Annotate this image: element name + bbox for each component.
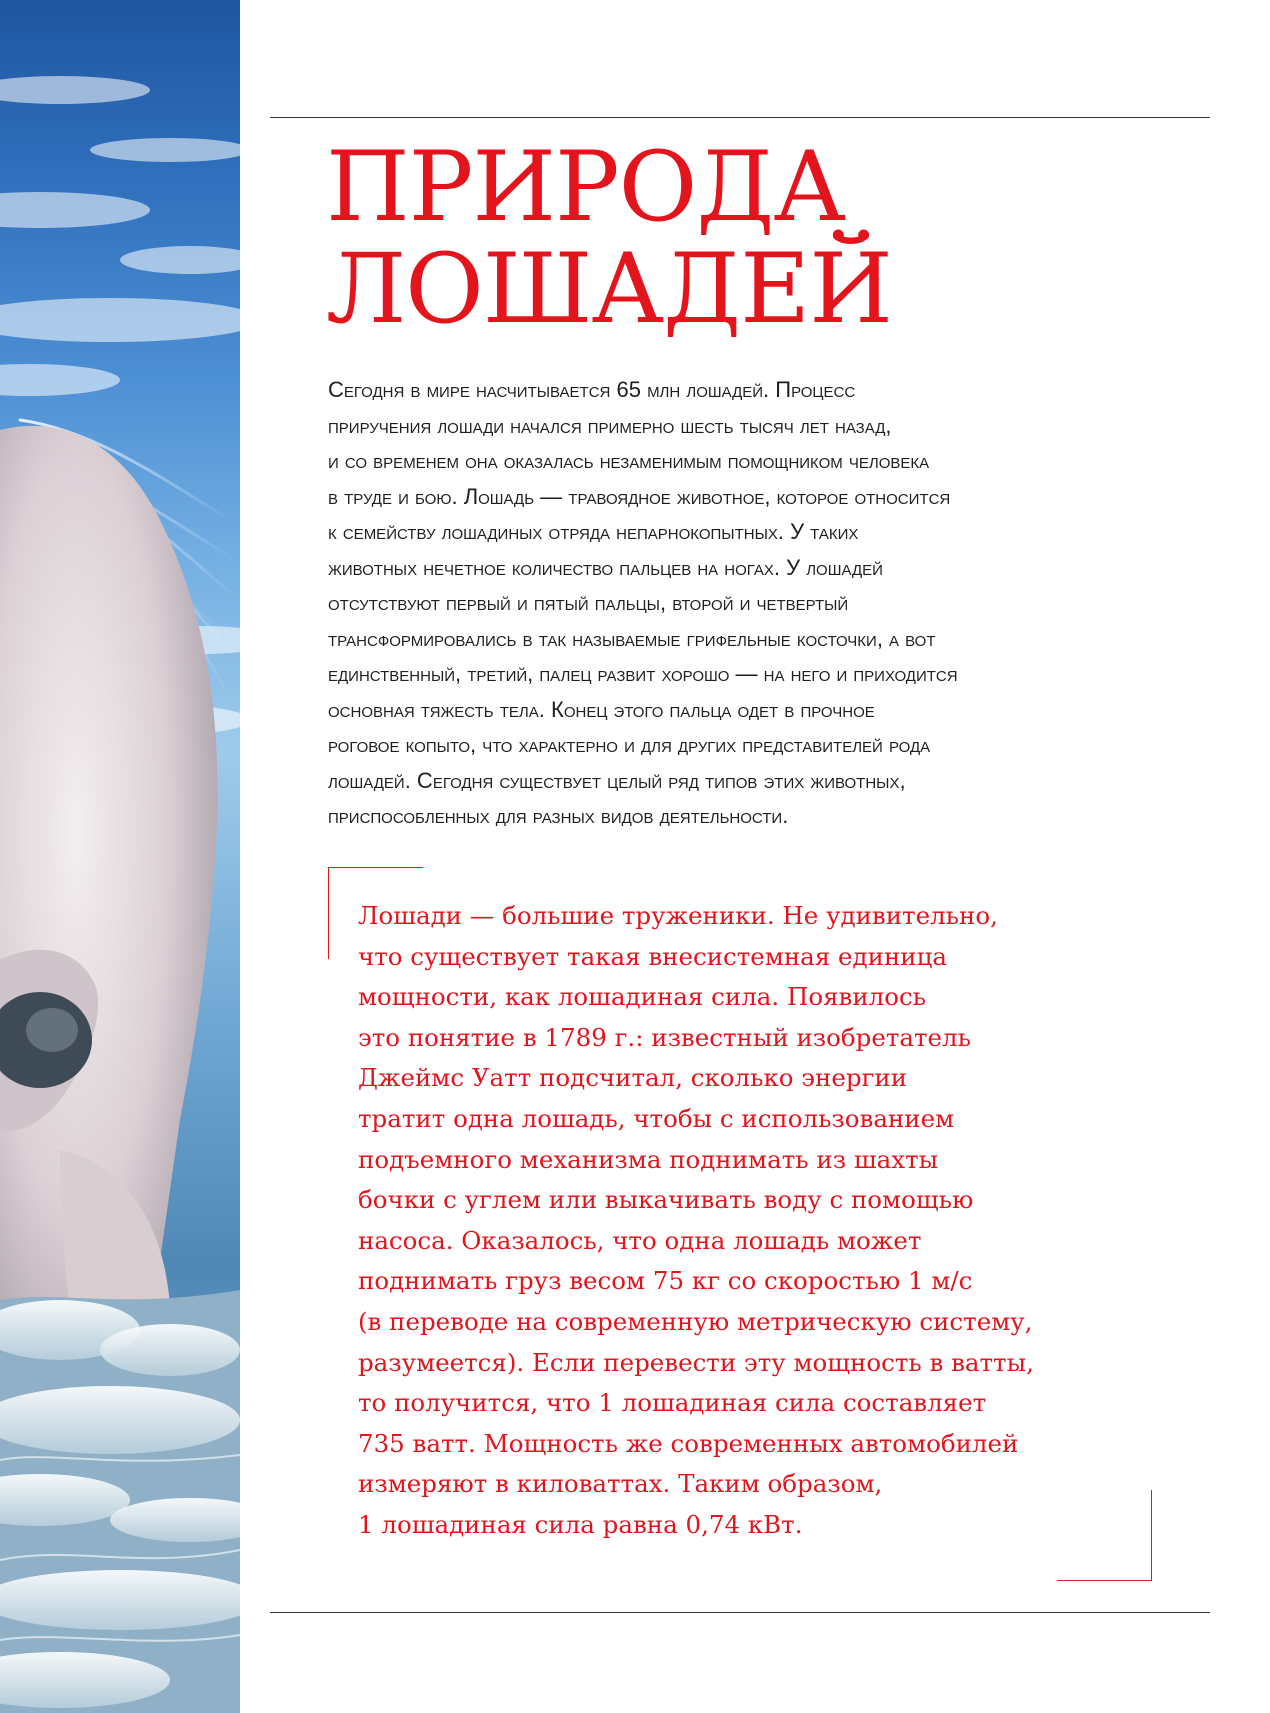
quote-line: насоса. Оказалось, что одна лошадь может xyxy=(358,1225,922,1255)
quote-line: 1 лошадиная сила равна 0,74 кВт. xyxy=(358,1509,803,1539)
white-horse-in-surf-photo-icon xyxy=(0,0,240,1713)
quote-frame-top-left xyxy=(328,867,423,868)
quote-line: 735 ватт. Мощность же современных автомобилей xyxy=(358,1428,1019,1458)
body-paragraph xyxy=(328,372,1208,834)
quote-frame-top-left xyxy=(328,867,329,959)
body-line: трансформировались в так называемые грифельные косточки, а вот xyxy=(328,625,936,651)
body-line: приручения лошади начался примерно шесть тысяч лет назад, xyxy=(328,412,892,438)
body-line: лошадей. Сегодня существует целый ряд типов этих животных, xyxy=(328,767,906,793)
quote-line: поднимать груз весом 75 кг со скоростью 1 м/с xyxy=(358,1266,973,1296)
quote-line: подъемного механизма поднимать из шахты xyxy=(358,1144,939,1174)
title-line: ПРИРОДА xyxy=(326,131,846,243)
body-line: животных нечетное количество пальцев на ногах. У лошадей xyxy=(328,554,883,580)
quote-line: мощности, как лошадиная сила. Появилось xyxy=(358,982,927,1012)
quote-line: бочки с углем или выкачивать воду с помощью xyxy=(358,1185,974,1215)
quote-line: (в переводе на современную метрическую систему, xyxy=(358,1306,1033,1336)
body-line: к семейству лошадиных отряда непарнокопытных. У таких xyxy=(328,519,859,544)
quote-line: Джеймс Уатт подсчитал, сколько энергии xyxy=(358,1063,908,1093)
quote-line: это понятие в 1789 г.: известный изобретатель xyxy=(358,1022,971,1052)
body-line: единственный, третий, палец развит хорошо — на него и приходится xyxy=(328,661,958,686)
quote-line: разумеется). Если перевести эту мощность в ватты, xyxy=(358,1347,1034,1377)
quote-line: что существует такая внесистемная единица xyxy=(358,941,947,971)
body-line: приспособленных для разных видов деятельности. xyxy=(328,803,789,828)
page-title xyxy=(326,131,1206,345)
quote-line: тратит одна лошадь, чтобы с использованием xyxy=(358,1103,955,1133)
body-line: основная тяжесть тела. Конец этого пальца одет в прочное xyxy=(328,696,875,722)
bottom-rule xyxy=(270,1612,1210,1613)
top-rule xyxy=(270,117,1210,118)
body-line: роговое копыто, что характерно и для других представителей рода xyxy=(328,732,931,757)
body-line: отсутствуют первый и пятый пальцы, второй и четвертый xyxy=(328,590,849,615)
body-line: и со временем она оказалась незаменимым помощником человека xyxy=(328,448,930,473)
pull-quote xyxy=(358,896,1158,1546)
quote-frame-bottom-right xyxy=(1057,1580,1152,1581)
quote-line: Лошади — большие труженики. Не удивительно, xyxy=(358,901,998,930)
quote-line: то получится, что 1 лошадиная сила составляет xyxy=(358,1388,987,1418)
body-line: Сегодня в мире насчитывается 65 млн лошадей. Процесс xyxy=(328,377,856,402)
horse-photo xyxy=(0,0,240,1713)
title-line: ЛОШАДЕЙ xyxy=(326,233,892,345)
quote-line: измеряют в киловаттах. Таким образом, xyxy=(358,1469,883,1499)
body-line: в труде и бою. Лошадь — травоядное животное, которое относится xyxy=(328,483,951,509)
